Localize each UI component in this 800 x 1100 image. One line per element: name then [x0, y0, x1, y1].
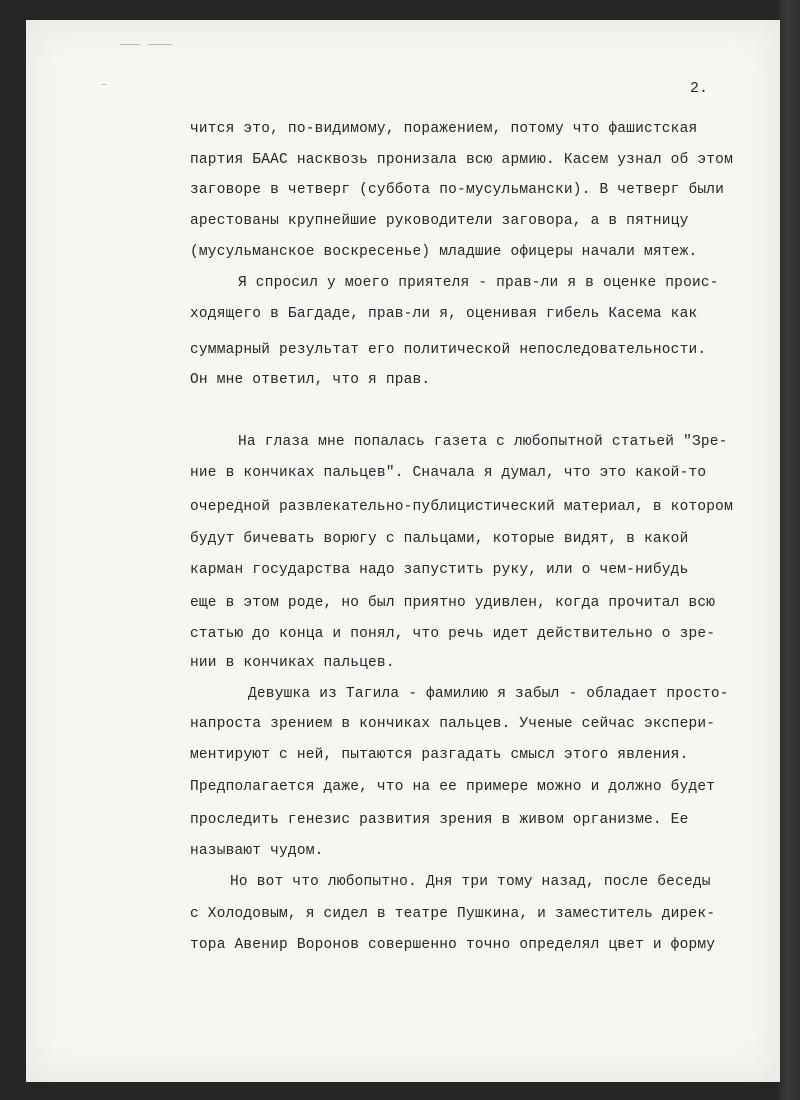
paper-sheet: [26, 20, 780, 1082]
text-line: нии в кончиках пальцев.: [190, 655, 395, 671]
text-line: заговоре в четверг (суббота по-мусульмански). В четверг были: [190, 182, 725, 198]
text-line: напроста зрением в кончиках пальцев. Ученые сейчас экспери-: [190, 716, 716, 732]
text-line: ментируют с ней, пытаются разгадать смысл этого явления.: [190, 747, 689, 763]
text-line: будут бичевать ворюгу с пальцами, которые видят, в какой: [190, 531, 689, 547]
text-line: ние в кончиках пальцев". Сначала я думал, что это какой-то: [190, 465, 707, 481]
text-line: Предполагается даже, что на ее примере можно и должно будет: [190, 779, 716, 795]
text-line: с Холодовым, я сидел в театре Пушкина, и заместитель дирек-: [190, 906, 716, 922]
text-line: Я спросил у моего приятеля - прав-ли я в оценке проис-: [238, 275, 719, 291]
text-line: партия БААС насквозь пронизала всю армию. Касем узнал об этом: [190, 152, 733, 168]
pin-mark: [148, 44, 172, 45]
page-number: 2.: [690, 80, 709, 97]
pin-mark: [102, 84, 106, 85]
text-line: суммарный результат его политической непоследовательности.: [190, 342, 707, 358]
text-line: чится это, по-видимому, поражением, потому что фашистская: [190, 121, 698, 137]
text-line: На глаза мне попалась газета с любопытной статьей "Зре-: [238, 434, 728, 450]
text-line: статью до конца и понял, что речь идет действительно о зре-: [190, 626, 716, 642]
text-line: очередной развлекательно-публицистический материал, в котором: [190, 499, 733, 515]
text-line: Но вот что любопытно. Дня три тому назад, после беседы: [230, 874, 711, 890]
text-line: ходящего в Багдаде, прав-ли я, оценивая гибель Касема как: [190, 306, 698, 322]
text-line: карман государства надо запустить руку, или о чем-нибудь: [190, 562, 689, 578]
text-line: тора Авенир Воронов совершенно точно определял цвет и форму: [190, 937, 716, 953]
text-line: Девушка из Тагила - фамилию я забыл - обладает просто-: [248, 686, 729, 702]
pin-mark: [120, 44, 140, 45]
text-line: еще в этом роде, но был приятно удивлен, когда прочитал всю: [190, 595, 716, 611]
text-line: арестованы крупнейшие руководители заговора, а в пятницу: [190, 213, 689, 229]
text-line: Он мне ответил, что я прав.: [190, 372, 431, 388]
text-line: называют чудом.: [190, 843, 324, 859]
scanner-edge: [778, 0, 800, 1100]
text-line: проследить генезис развития зрения в живом организме. Ее: [190, 812, 689, 828]
text-line: (мусульманское воскресенье) младшие офицеры начали мятеж.: [190, 244, 698, 260]
